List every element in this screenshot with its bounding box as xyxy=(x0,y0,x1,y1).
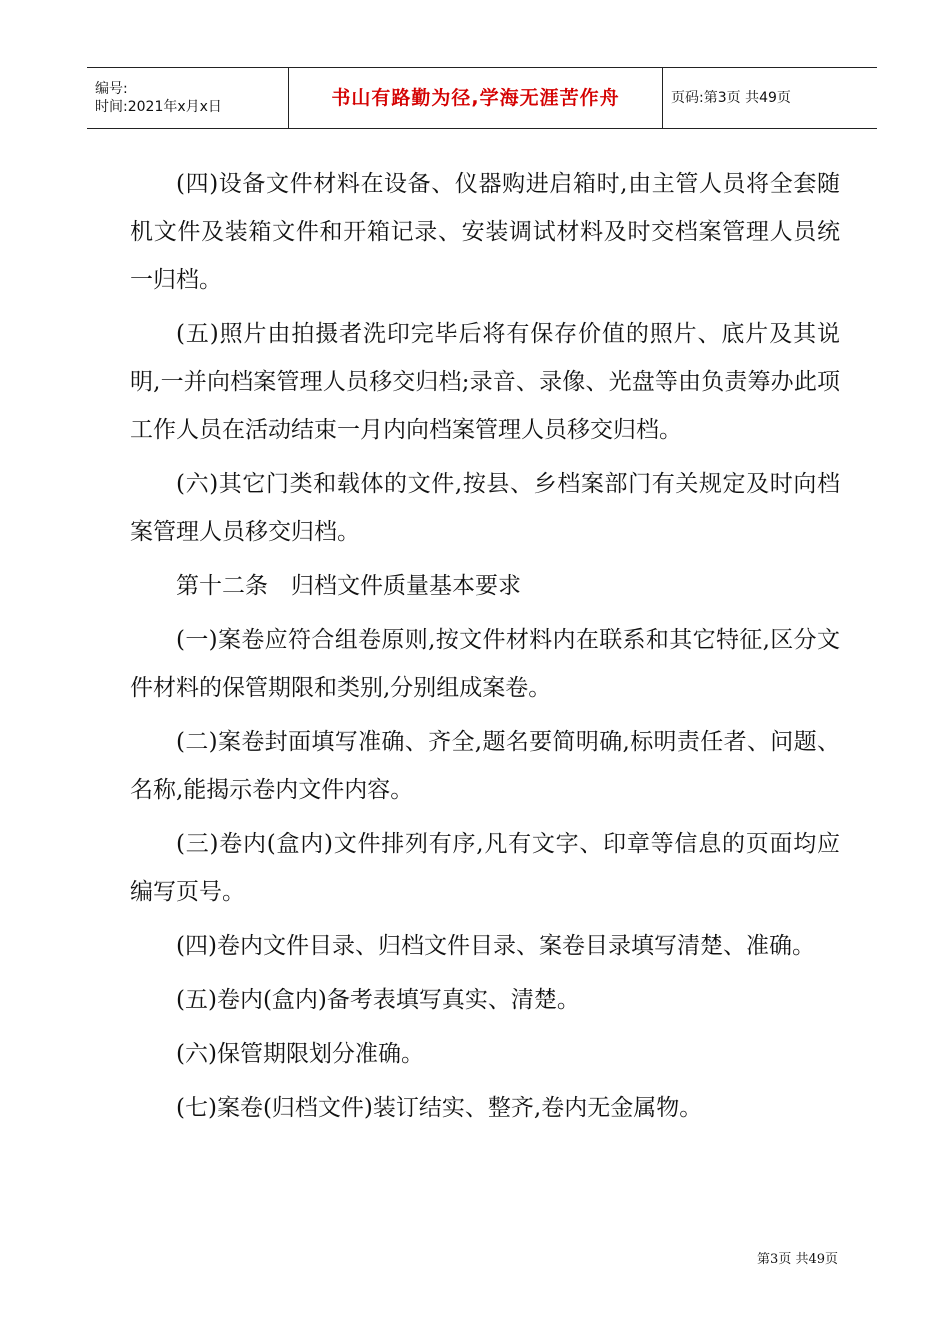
article-heading: 第十二条 归档文件质量基本要求 xyxy=(176,573,521,599)
paragraph: (七)案卷(归档文件)装订结实、整齐,卷内无金属物。 xyxy=(176,1095,703,1121)
header-page-info: 页码:第3页 共49页 xyxy=(671,90,791,106)
serial-label: 编号: xyxy=(95,81,128,97)
paragraph: (六)保管期限划分准确。 xyxy=(176,1041,424,1067)
paragraph: (六)其它门类和载体的文件,按县、乡档案部门有关规定及时向档案管理人员移交归档。 xyxy=(130,471,840,545)
header-left-cell xyxy=(87,68,289,128)
paragraph: (四)卷内文件目录、归档文件目录、案卷目录填写清楚、准确。 xyxy=(176,933,815,959)
paragraph: (二)案卷封面填写准确、齐全,题名要简明确,标明责任者、问题、名称,能揭示卷内文件内容。 xyxy=(130,729,840,803)
paragraph: (一)案卷应符合组卷原则,按文件材料内在联系和其它特征,区分文件材料的保管期限和类别,分别组成案卷。 xyxy=(130,627,840,701)
document-body xyxy=(130,160,840,1138)
paragraph: (五)照片由拍摄者洗印完毕后将有保存价值的照片、底片及其说明,一并向档案管理人员移交归档;录音、录像、光盘等由负责筹办此项工作人员在活动结束一月内向档案管理人员移交归档。 xyxy=(130,321,840,443)
page-footer: 第3页 共49页 xyxy=(757,1252,838,1267)
header-middle-cell xyxy=(289,68,663,128)
paragraph: (五)卷内(盒内)备考表填写真实、清楚。 xyxy=(176,987,580,1013)
time-label: 时间:2021年x月x日 xyxy=(95,99,222,115)
header-motto: 书山有路勤为径,学海无涯苦作舟 xyxy=(331,87,620,109)
paragraph: (三)卷内(盒内)文件排列有序,凡有文字、印章等信息的页面均应编写页号。 xyxy=(130,831,840,905)
paragraph: (四)设备文件材料在设备、仪器购进启箱时,由主管人员将全套随机文件及装箱文件和开箱记录、安装调试材料及时交档案管理人员统一归档。 xyxy=(130,171,840,293)
page-header xyxy=(87,67,877,129)
header-right-cell xyxy=(663,68,877,128)
